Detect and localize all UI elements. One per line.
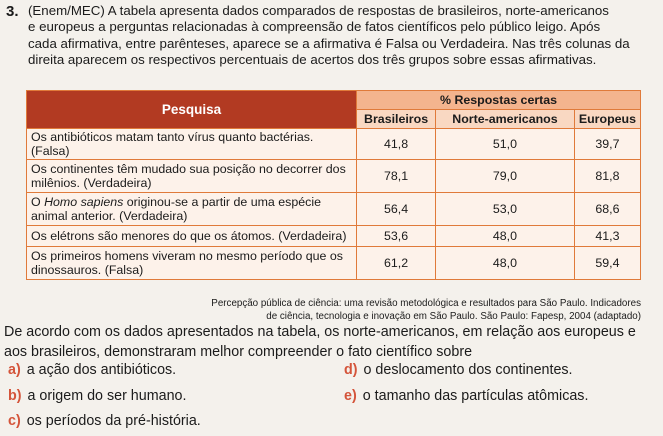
option-letter: d) [344, 362, 358, 378]
table-row [27, 129, 641, 160]
option-letter: a) [8, 362, 21, 378]
question-text: De acordo com os dados apresentados na tabela, os norte-americanos, em relação aos europeus e aos brasileiros, demonstraram melhor compreender o fato científico sobre [4, 324, 636, 360]
option-text: o tamanho das partículas atômicas. [362, 388, 589, 404]
table-header-row [27, 91, 641, 110]
source-line: de ciência, tecnologia e inovação em São Paulo. São Paulo: Fapesp, 2004 (adaptado) [266, 311, 641, 322]
row-statement: O Homo sapiens originou-se a partir de uma espécie animal anterior. (Verdadeira) [27, 193, 357, 226]
table-row [27, 226, 641, 247]
option-letter: b) [8, 388, 22, 404]
option-a[interactable] [8, 362, 176, 378]
cell-brasileiros: 78,1 [357, 160, 436, 193]
cell-europeus: 68,6 [574, 193, 640, 226]
source-line: Percepção pública de ciência: uma revisão metodológica e resultados para São Paulo. Indicadores [211, 298, 641, 309]
intro-line: cada afirmativa, entre parênteses, aparece se a afirmativa é Falsa ou Verdadeira. Nas três colunas da [28, 35, 630, 51]
option-letter: c) [8, 413, 21, 429]
table-row [27, 160, 641, 193]
table-row [27, 247, 641, 280]
header-brasileiros: Brasileiros [357, 110, 436, 129]
option-e[interactable] [344, 388, 588, 404]
cell-norte-americanos: 48,0 [436, 247, 575, 280]
cell-norte-americanos: 79,0 [436, 160, 575, 193]
cell-europeus: 59,4 [574, 247, 640, 280]
row-statement: Os elétrons são menores do que os átomos. (Verdadeira) [27, 226, 357, 247]
cell-brasileiros: 53,6 [357, 226, 436, 247]
cell-norte-americanos: 53,0 [436, 193, 575, 226]
cell-brasileiros: 56,4 [357, 193, 436, 226]
cell-europeus: 81,8 [574, 160, 640, 193]
row-statement: Os primeiros homens viveram no mesmo período que os dinossauros. (Falsa) [27, 247, 357, 280]
header-respostas-certas: % Respostas certas [357, 91, 641, 110]
option-letter: e) [344, 388, 357, 404]
intro-line: (Enem/MEC) A tabela apresenta dados comparados de respostas de brasileiros, norte-americanos [28, 3, 609, 18]
header-pesquisa: Pesquisa [27, 91, 357, 129]
question-intro [28, 3, 656, 69]
cell-europeus: 39,7 [574, 129, 640, 160]
option-text: a ação dos antibióticos. [26, 362, 177, 378]
option-d[interactable] [344, 362, 573, 378]
intro-line: e europeus a perguntas relacionadas à compreensão de fatos científicos pelo público leigo. Após [28, 19, 601, 35]
cell-europeus: 41,3 [574, 226, 640, 247]
option-c[interactable] [8, 413, 201, 429]
intro-line: direita aparecem os respectivos percentuais de acertos dos três grupos sobre essas afirmativas. [28, 52, 597, 68]
source-citation [211, 297, 641, 323]
cell-brasileiros: 61,2 [357, 247, 436, 280]
cell-norte-americanos: 51,0 [436, 129, 575, 160]
cell-brasileiros: 41,8 [357, 129, 436, 160]
header-europeus: Europeus [574, 110, 640, 129]
row-statement: Os antibióticos matam tanto vírus quanto bactérias. (Falsa) [27, 129, 357, 160]
header-norte-americanos: Norte-americanos [436, 110, 575, 129]
option-text: os períodos da pré-história. [26, 413, 201, 429]
cell-norte-americanos: 48,0 [436, 226, 575, 247]
option-text: o deslocamento dos continentes. [363, 362, 573, 378]
question-number: 3. [6, 3, 19, 20]
option-b[interactable] [8, 388, 186, 404]
table-row [27, 193, 641, 226]
row-statement: Os continentes têm mudado sua posição no decorrer dos milênios. (Verdadeira) [27, 160, 357, 193]
option-text: a origem do ser humano. [27, 388, 187, 404]
comparison-table [26, 90, 641, 280]
